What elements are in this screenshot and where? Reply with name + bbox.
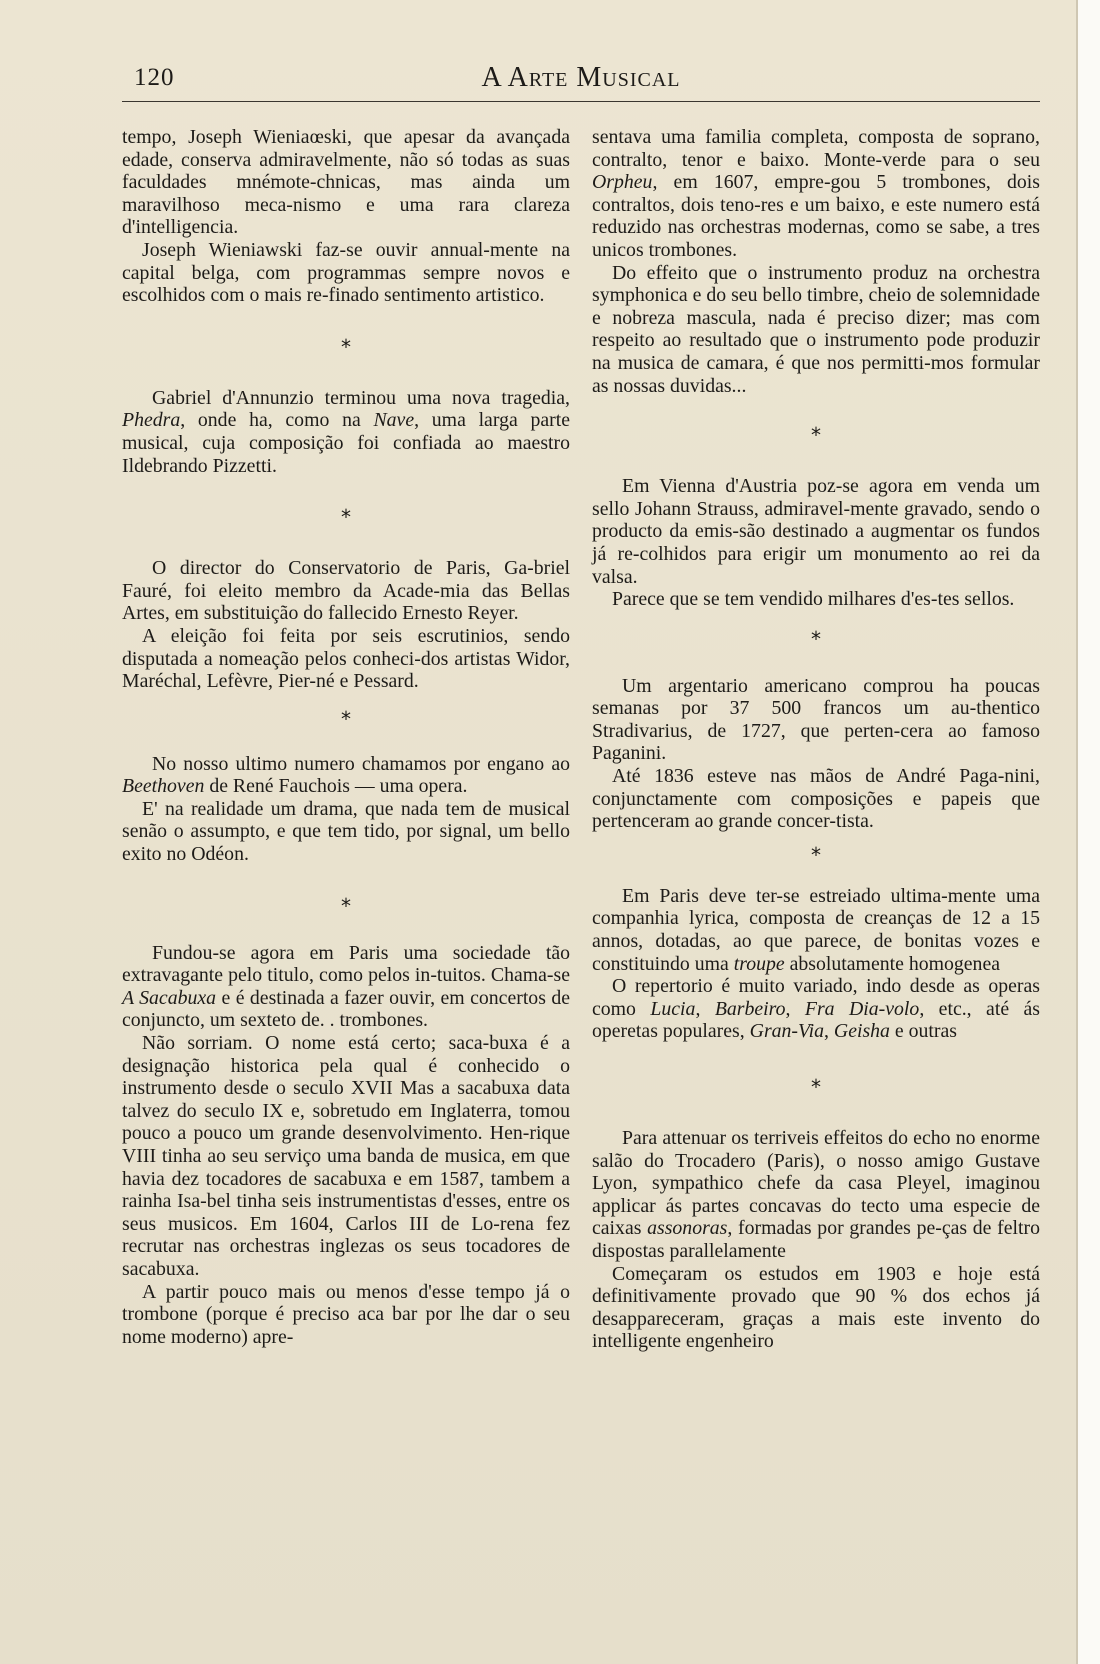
text-run: , onde ha, como na [180, 409, 374, 432]
text-run: , em 1607, empre-gou 5 trombones, dois contraltos, dois teno-res e um baixo, e este numero está reduzido nas orchestras modernas, como se sabe, a tres unicos trombones. [592, 171, 1040, 261]
paragraph [592, 1127, 1040, 1263]
text-run: de René Fauchois — uma opera. [204, 775, 468, 798]
text-run: O director do Conservatorio de Paris, Ga-briel Fauré, foi eleito membro da Acade-mia das Bellas Artes, em substituição do fallecido Ernesto Reyer. [122, 557, 570, 625]
paragraph [592, 975, 1040, 1043]
text-run: Para attenuar os terriveis effeitos do echo no enorme salão do Trocadero (Paris), o nosso amigo Gustave Lyon, sympathico chefe da casa Pleyel, imaginou applicar ás partes concavas do tecto uma especie de caixas [592, 1127, 1040, 1240]
paragraph [592, 765, 1040, 833]
paragraph [122, 126, 570, 239]
text-run: Um argentario americano comprou ha poucas semanas por 37 500 francos um au-thentico Stradivarius, de 1727, que perten-cera ao famoso Paganini. [592, 674, 1040, 765]
paragraph [122, 942, 570, 1032]
paragraph [122, 1032, 570, 1281]
italic-title: Beethoven [122, 775, 205, 798]
paragraph [592, 126, 1040, 262]
italic-title: assonoras [647, 1217, 728, 1240]
text-run: A partir pouco mais ou menos d'esse tempo já o trombone (porque é preciso aca bar por lhe dar o seu nome moderno) apre- [122, 1280, 570, 1348]
text-run: No nosso ultimo numero chamamos por engano ao [152, 752, 570, 775]
text-run: tempo, Joseph Wieniaœski, que apesar da avançada edade, conserva admiravelmente, não só todas as suas faculdades mnémote-chnicas, mas ainda um maravilhoso meca-nismo e uma rara clareza d'intelligencia. [122, 126, 570, 239]
header-rule [122, 101, 1040, 102]
text-run: Fundou-se agora em Paris uma sociedade tão extravagante pelo titulo, como pelos in-tuitos. Chama-se [122, 941, 570, 987]
left-column [122, 126, 570, 1348]
text-run: Começaram os estudos em 1903 e hoje está definitivamente provado que 90 % dos echos já desappareceram, graças a mais este invento do intelligente engenheiro [592, 1262, 1040, 1353]
section-divider-asterisk: * [811, 842, 821, 867]
paragraph [592, 475, 1040, 588]
text-run: Em Vienna d'Austria poz-se agora em venda um sello Johann Strauss, admiravel-mente gravado, sendo o producto da emis-são destinado a augmentar os fundos já re-colhidos para erigir um monumento ao rei da valsa. [592, 475, 1040, 588]
text-run: , etc., até ás operetas populares, [592, 997, 1041, 1043]
text-run: , [695, 997, 715, 1020]
section-divider-asterisk: * [811, 1075, 821, 1099]
paragraph [592, 262, 1040, 398]
text-run: , [785, 997, 805, 1020]
text-run: , uma larga parte musical, cuja composição foi confiada ao maestro Ildebrando Pizzetti. [122, 409, 570, 477]
italic-title: A Sacabuxa [122, 986, 217, 1009]
italic-title: Barbeiro [714, 997, 786, 1020]
italic-title: Fra Dia-volo [804, 997, 920, 1020]
section-divider-asterisk: * [341, 893, 351, 918]
text-run: absolutamente homogenea [784, 952, 1001, 975]
paragraph [122, 239, 570, 307]
right-column [592, 126, 1040, 1353]
text-run: , formadas por grandes pe-ças de feltro dispostas parallelamente [592, 1217, 1040, 1262]
text-run: Joseph Wieniawski faz-se ouvir annual-mente na capital belga, com programmas sempre novos e escolhidos com o mais re-finado sentimento artistico. [122, 238, 570, 307]
running-title: A Arte Musical [481, 62, 681, 93]
paragraph [122, 1281, 570, 1349]
text-run: Até 1836 esteve nas mãos de André Paga-nini, conjunctamente com composições e papeis que pertenceram ao grande concer-tista. [592, 765, 1040, 833]
paragraph [122, 557, 570, 625]
italic-title: Lucia [650, 997, 696, 1020]
paragraph [592, 675, 1040, 765]
paragraph [592, 588, 1040, 611]
paragraph [122, 798, 570, 866]
italic-title: troupe [733, 952, 785, 975]
text-run: O repertorio é muito variado, indo desde as operas como [592, 975, 1040, 1020]
section-divider-asterisk: * [341, 706, 351, 731]
text-run: Em Paris deve ter-se estreiado ultima-mente uma companhia lyrica, composta de creanças de 12 a 15 annos, dotadas, ao que parece, de bonitas vozes e constituindo uma [592, 884, 1040, 975]
section-divider-asterisk: * [811, 626, 821, 651]
italic-title: Phedra [122, 409, 181, 432]
italic-title: Gran-Via [749, 1020, 825, 1043]
text-run: E' na realidade um drama, que nada tem de musical senão o assumpto, e que tem tido, por signal, um bello exito no Odéon. [122, 797, 570, 866]
italic-title: Nave [373, 409, 415, 432]
page-edge [1076, 0, 1100, 1664]
italic-title: Orpheu [592, 171, 653, 194]
text-run: Não sorriam. O nome está certo; saca-buxa é a designação historica pela qual é conhecido o instrumento desde o seculo XVII Mas a sacabuxa data talvez do seculo IX e, sobretudo em Inglaterra, tomou pouco a pouco um grande desenvolvimento. Hen-rique VIII tinha ao seu serviço uma banda de musica, em que havia dez tocadores de sacabuxa e em 1587, tambem a rainha Isa-bel tinha seis instrumentistas d'esses, entre os seus musicos. Em 1604, Carlos III de Lo-rena fez recrutar nas orchestras inglezas os seus tocadores de sacabuxa. [122, 1032, 570, 1280]
text-run: Do effeito que o instrumento produz na orchestra symphonica e do seu bello timbre, cheio de solemnidade e nobreza mascula, nada é preciso dizer; mas com respeito ao resultado que o instrumento pode produzir na musica de camara, é que nos permitti-mos formular as nossas duvidas... [592, 261, 1040, 397]
paragraph [592, 885, 1040, 975]
section-divider-asterisk: * [341, 334, 351, 359]
paragraph [122, 387, 570, 477]
text-run: Gabriel d'Annunzio terminou uma nova tragedia, [152, 386, 570, 409]
running-header [122, 58, 1040, 98]
section-divider-asterisk: * [811, 423, 821, 448]
paragraph [122, 753, 570, 798]
text-run: Parece que se tem vendido milhares d'es-tes sellos. [612, 588, 1015, 611]
italic-title: Geisha [833, 1020, 890, 1043]
section-divider-asterisk: * [341, 505, 351, 530]
text-run: A eleição foi feita por seis escrutinios, sendo disputada a nomeação pelos conheci-dos artistas Widor, Maréchal, Lefèvre, Pier-né e Pessard. [122, 624, 570, 693]
paragraph [592, 1263, 1040, 1353]
paragraph [122, 625, 570, 693]
page-number: 120 [134, 64, 175, 91]
text-run: , [824, 1020, 834, 1043]
text-run: e é destinada a fazer ouvir, em concertos de conjuncto, um sexteto de. . trombones. [122, 986, 570, 1032]
text-run: e outras [889, 1020, 957, 1043]
text-run: sentava uma familia completa, composta de soprano, contralto, tenor e baixo. Monte-verde para o seu [592, 126, 1040, 171]
